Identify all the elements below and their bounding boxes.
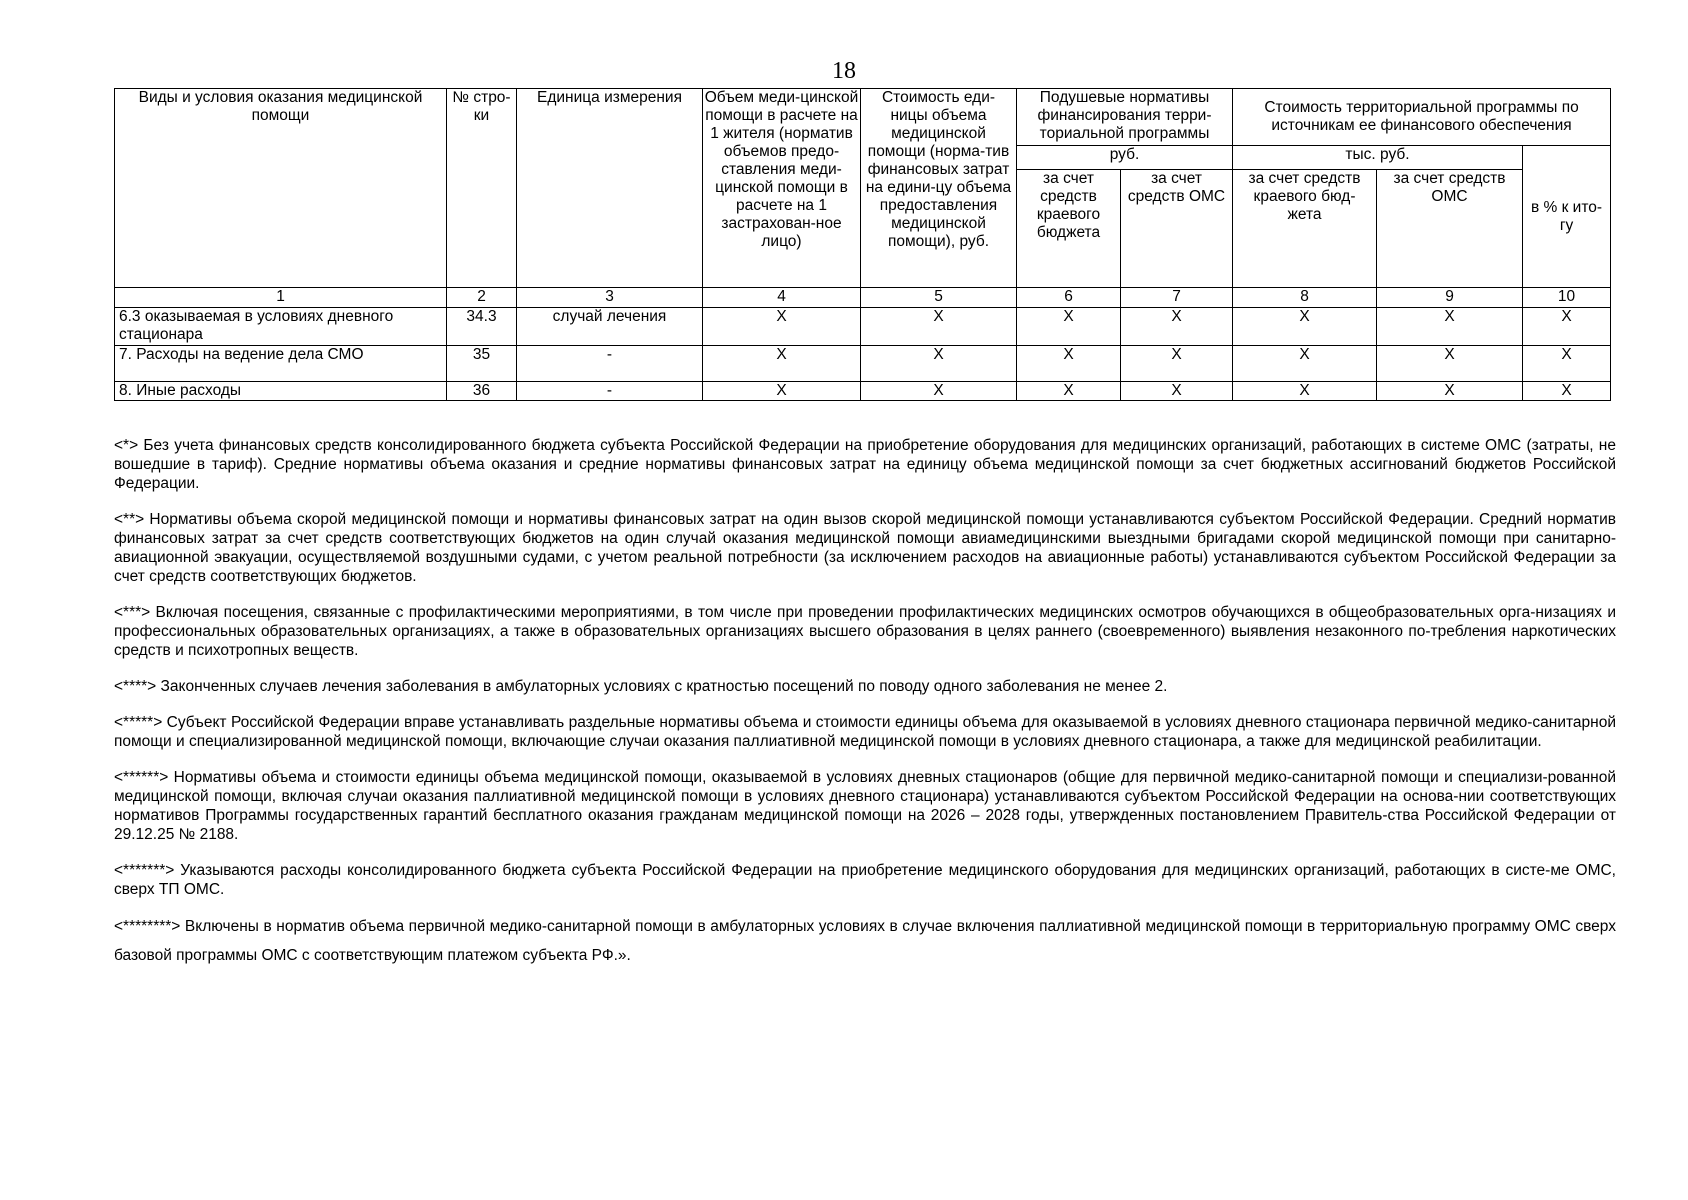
- row-cell: X: [1017, 346, 1121, 382]
- footnote: <******> Нормативы объема и стоимости единицы объема медицинской помощи, оказываемой в условиях дневных стационаров (общие для первичной медико-санитарной помощи и специализи-рованной медицинской помощи, включая случаи оказания паллиативной медицинской помощи в условиях дневного стационара) устанавливаются субъектом Российской Федерации на основа-нии соответствующих нормативов Программы государственных гарантий бесплатного оказания гражданам медицинской помощи на 2026 – 2028 годы, утвержденных постановлением Правитель-ства Российской Федерации от 29.12.25 № 2188.: [114, 769, 1616, 843]
- row-unit: -: [517, 346, 703, 382]
- row-cell: X: [703, 346, 861, 382]
- row-cell: X: [1017, 382, 1121, 401]
- header-cost-regional-budget: за счет средств краевого бюд-жета: [1233, 170, 1377, 288]
- row-cell: X: [1233, 382, 1377, 401]
- footnote: <*****> Субъект Российской Федерации вправе устанавливать раздельные нормативы объема и стоимости единицы объема для оказываемой в условиях дневного стационара первичной медико-санитарной помощи и специализированной медицинской помощи, включающие случаи оказания паллиативной медицинской помощи в условиях дневного стационара, а также для медицинской реабилитации.: [114, 714, 1616, 750]
- row-line: 36: [447, 382, 517, 401]
- column-number: 3: [517, 288, 703, 308]
- column-number: 4: [703, 288, 861, 308]
- row-cell: X: [1121, 308, 1233, 346]
- header-unit: Единица измерения: [517, 89, 703, 288]
- column-number: 8: [1233, 288, 1377, 308]
- header-oms-funds: за счет средств ОМС: [1121, 170, 1233, 288]
- column-number: 6: [1017, 288, 1121, 308]
- row-cell: X: [1017, 308, 1121, 346]
- header-regional-budget: за счет средств краевого бюджета: [1017, 170, 1121, 288]
- footnote: <*> Без учета финансовых средств консолидированного бюджета субъекта Российской Федерации на приобретение оборудования для медицинских организаций, работающих в системе ОМС (затраты, не вошедшие в тариф). Средние нормативы объема оказания и средние нормативы финансовых затрат на единицу объема медицинской помощи за счет бюджетных ассигнований бюджетов Российской Федерации.: [114, 437, 1616, 492]
- table-row: [115, 346, 1611, 382]
- row-cell: X: [861, 346, 1017, 382]
- footnote: <****> Законченных случаев лечения заболевания в амбулаторных условиях с кратностью посещений по поводу одного заболевания не менее 2.: [114, 678, 1168, 695]
- funding-table: [114, 88, 1611, 401]
- footnotes: [114, 436, 1616, 987]
- row-line: 35: [447, 346, 517, 382]
- row-cell: X: [1523, 382, 1611, 401]
- table-row: [115, 308, 1611, 346]
- row-name: 7. Расходы на ведение дела СМО: [115, 346, 447, 382]
- column-numbers-row: [115, 288, 1611, 308]
- footnote: <********> Включены в норматив объема первичной медико-санитарной помощи в амбулаторных условиях в случае включения паллиативной медицинской помощи в территориальную программу ОМС сверх базовой программы ОМС с соответствующим платежом субъекта РФ.».: [114, 918, 1616, 964]
- header-per-capita-unit: руб.: [1017, 146, 1233, 170]
- row-unit: случай лечения: [517, 308, 703, 346]
- row-cell: X: [703, 308, 861, 346]
- page-number: 18: [832, 58, 856, 84]
- row-cell: X: [1121, 382, 1233, 401]
- column-number: 10: [1523, 288, 1611, 308]
- column-number: 7: [1121, 288, 1233, 308]
- header-per-capita-group: Подушевые нормативы финансирования терри-ториальной программы: [1017, 89, 1233, 146]
- row-cell: X: [1523, 308, 1611, 346]
- header-cost-unit: тыс. руб.: [1233, 146, 1523, 170]
- column-number: 1: [115, 288, 447, 308]
- header-type-conditions: Виды и условия оказания медицинской помощи: [115, 89, 447, 288]
- header-cost-oms-funds: за счет средств ОМС: [1377, 170, 1523, 288]
- row-name: 8. Иные расходы: [115, 382, 447, 401]
- header-unit-cost: Стоимость еди-ницы объема медицинской помощи (норма-тив финансовых затрат на едини-цу объема предоставления медицинской помощи), руб.: [861, 89, 1017, 288]
- column-number: 2: [447, 288, 517, 308]
- header-percent-total: в % к ито-гу: [1523, 146, 1611, 288]
- row-cell: X: [1121, 346, 1233, 382]
- column-number: 5: [861, 288, 1017, 308]
- table-row: [115, 382, 1611, 401]
- row-cell: X: [1377, 308, 1523, 346]
- footnote: <*******> Указываются расходы консолидированного бюджета субъекта Российской Федерации на приобретение медицинского оборудования для медицинских организаций, работающих в систе-ме ОМС, сверх ТП ОМС.: [114, 862, 1616, 898]
- header-cost-group: Стоимость территориальной программы по источникам ее финансового обеспечения: [1233, 89, 1611, 146]
- row-unit: -: [517, 382, 703, 401]
- row-cell: X: [1233, 346, 1377, 382]
- row-cell: X: [861, 308, 1017, 346]
- footnote: <***> Включая посещения, связанные с профилактическими мероприятиями, в том числе при проведении профилактических медицинских осмотров обучающихся в общеобразовательных орга-низациях и профессиональных образовательных организациях, а также в образовательных организациях высшего образования в целях раннего (своевременного) выявления незаконного по-требления наркотических средств и психотропных веществ.: [114, 604, 1616, 659]
- column-number: 9: [1377, 288, 1523, 308]
- header-line-number: № стро-ки: [447, 89, 517, 288]
- row-cell: X: [1377, 382, 1523, 401]
- row-cell: X: [703, 382, 861, 401]
- row-line: 34.3: [447, 308, 517, 346]
- row-cell: X: [1233, 308, 1377, 346]
- header-volume: [703, 89, 861, 288]
- header-volume-text: Объем меди-цинской помощи в расчете на 1 жителя (норматив объемов предо-ставления меди-цинской помощи в расчете на 1 застрахован-ное лицо): [704, 89, 859, 250]
- row-cell: X: [1523, 346, 1611, 382]
- header-row: [115, 89, 1611, 146]
- row-cell: X: [861, 382, 1017, 401]
- row-name: 6.3 оказываемая в условиях дневного стационара: [115, 308, 447, 346]
- row-cell: X: [1377, 346, 1523, 382]
- footnote: <**> Нормативы объема скорой медицинской помощи и нормативы финансовых затрат на один вызов скорой медицинской помощи устанавливаются субъектом Российской Федерации. Средний норматив финансовых затрат за счет средств соответствующих бюджетов на один случай оказания медицинской помощи авиамедицинскими выездными бригадами скорой медицинской помощи при санитарно-авиационной эвакуации, осуществляемой воздушными судами, с учетом реальной потребности (за исключением расходов на авиационные работы) устанавливаются субъектом Российской Федерации за счет средств соответствующих бюджетов.: [114, 511, 1616, 585]
